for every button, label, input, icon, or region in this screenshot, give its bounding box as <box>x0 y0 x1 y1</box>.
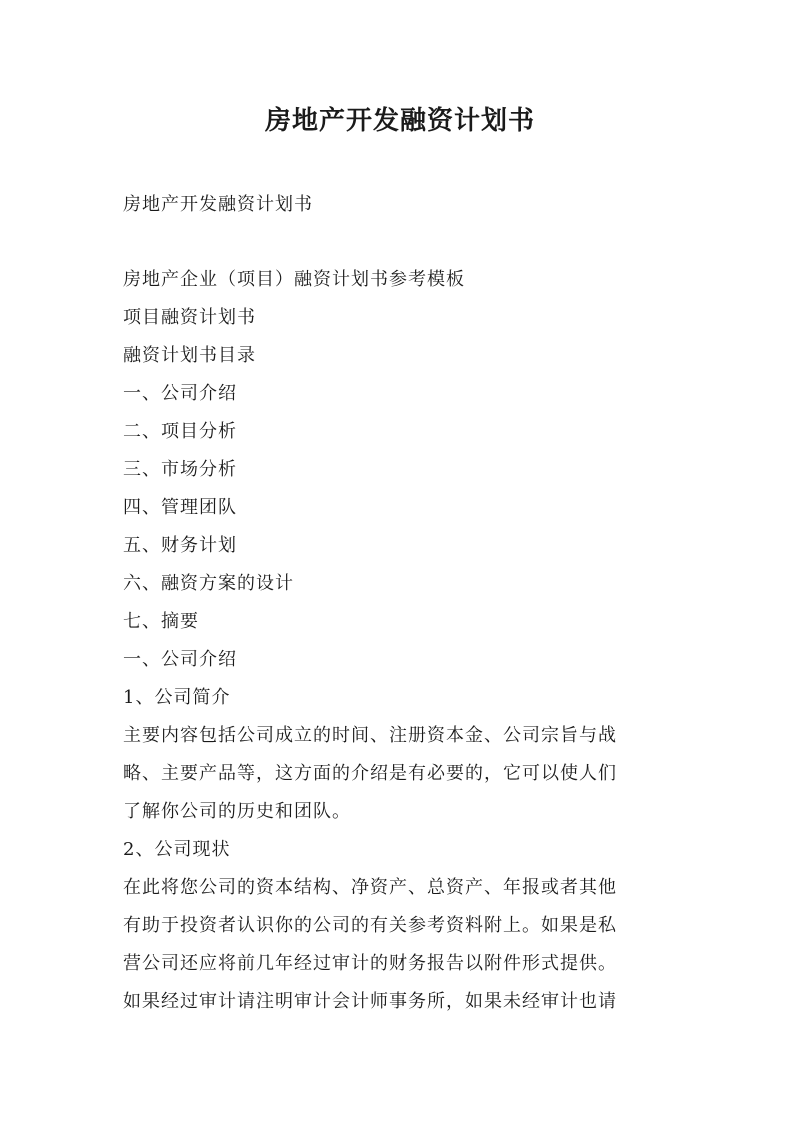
document-body <box>123 261 703 1021</box>
toc-item: 六、融资方案的设计 <box>123 573 294 594</box>
toc-item: 七、摘要 <box>123 611 199 632</box>
paragraph-line: 略、主要产品等，这方面的介绍是有必要的，它可以使人们 <box>123 763 617 784</box>
paragraph-line: 有助于投资者认识你的公司的有关参考资料附上。如果是私 <box>123 915 617 936</box>
toc-item: 一、公司介绍 <box>123 383 237 404</box>
document-title: 房地产开发融资计划书 <box>264 106 535 136</box>
body-line: 房地产企业（项目）融资计划书参考模板 <box>123 269 465 290</box>
toc-item: 三、市场分析 <box>123 459 237 480</box>
paragraph-line: 了解你公司的历史和团队。 <box>123 801 351 822</box>
paragraph-line: 如果经过审计请注明审计会计师事务所，如果未经审计也请 <box>123 991 617 1012</box>
paragraph-line: 营公司还应将前几年经过审计的财务报告以附件形式提供。 <box>123 953 617 974</box>
toc-item: 五、财务计划 <box>123 535 237 556</box>
paragraph-line: 在此将您公司的资本结构、净资产、总资产、年报或者其他 <box>123 877 617 898</box>
body-line: 项目融资计划书 <box>123 307 256 328</box>
toc-item: 二、项目分析 <box>123 421 237 442</box>
subsection-heading: 1、公司简介 <box>123 687 231 708</box>
paragraph-line: 主要内容包括公司成立的时间、注册资本金、公司宗旨与战 <box>123 725 617 746</box>
toc-item: 四、管理团队 <box>123 497 237 518</box>
subsection-heading: 2、公司现状 <box>123 839 231 860</box>
body-line: 融资计划书目录 <box>123 345 256 366</box>
document-subtitle: 房地产开发融资计划书 <box>123 194 313 215</box>
section-heading: 一、公司介绍 <box>123 649 237 670</box>
